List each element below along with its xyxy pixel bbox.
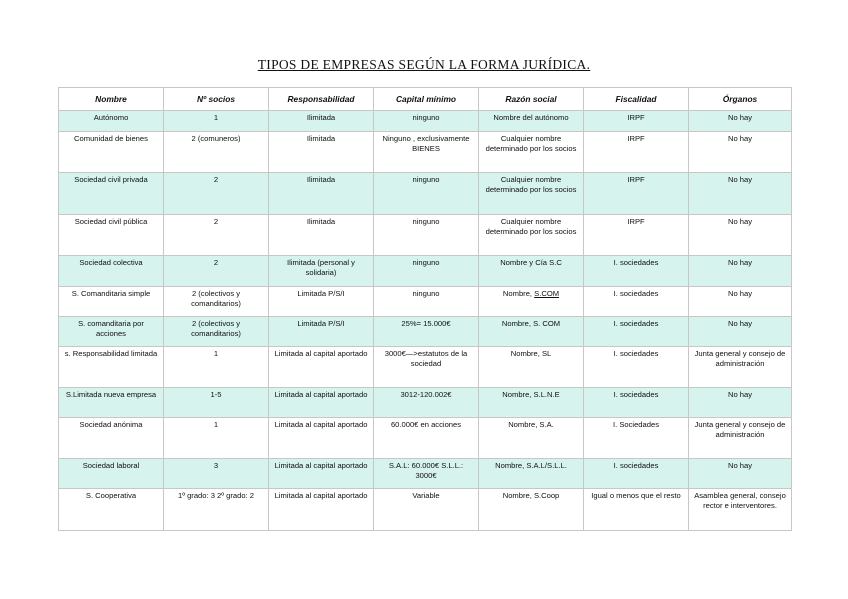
column-header-socios: Nº socios bbox=[164, 88, 269, 111]
cell-responsabilidad: Ilimitada bbox=[269, 215, 374, 256]
cell-razon-social: Cualquier nombre determinado por los socios bbox=[479, 215, 584, 256]
column-header-organos: Órganos bbox=[689, 88, 792, 111]
column-header-razon-social: Razón social bbox=[479, 88, 584, 111]
cell-socios: 1 bbox=[164, 347, 269, 388]
cell-organos: Junta general y consejo de administración bbox=[689, 347, 792, 388]
cell-socios: 3 bbox=[164, 459, 269, 489]
cell-organos: Asamblea general, consejo rector e interventores. bbox=[689, 489, 792, 531]
table-row bbox=[59, 215, 792, 256]
cell-razon-social: Cualquier nombre determinado por los socios bbox=[479, 173, 584, 215]
cell-fiscalidad: Igual o menos que el resto bbox=[584, 489, 689, 531]
cell-fiscalidad: I. sociedades bbox=[584, 388, 689, 418]
cell-razon-social bbox=[479, 287, 584, 317]
cell-nombre: Sociedad civil privada bbox=[59, 173, 164, 215]
cell-fiscalidad: IRPF bbox=[584, 173, 689, 215]
cell-capital: 3012-120.002€ bbox=[374, 388, 479, 418]
cell-responsabilidad: Limitada P/S/I bbox=[269, 287, 374, 317]
cell-nombre: Sociedad anónima bbox=[59, 418, 164, 459]
cell-nombre: s. Responsabilidad limitada bbox=[59, 347, 164, 388]
cell-razon-social: Nombre, S.L.N.E bbox=[479, 388, 584, 418]
document-title: TIPOS DE EMPRESAS SEGÚN LA FORMA JURÍDICA. bbox=[257, 57, 591, 72]
cell-capital: 60.000€ en acciones bbox=[374, 418, 479, 459]
cell-organos: No hay bbox=[689, 287, 792, 317]
column-header-fiscalidad: Fiscalidad bbox=[584, 88, 689, 111]
cell-nombre: Comunidad de bienes bbox=[59, 132, 164, 173]
cell-nombre: S.Limitada nueva empresa bbox=[59, 388, 164, 418]
cell-fiscalidad: I. sociedades bbox=[584, 459, 689, 489]
cell-capital: S.A.L: 60.000€ S.L.L.: 3000€ bbox=[374, 459, 479, 489]
cell-socios: 2 bbox=[164, 173, 269, 215]
cell-fiscalidad: I. sociedades bbox=[584, 347, 689, 388]
cell-nombre: Autónomo bbox=[59, 111, 164, 132]
table-row bbox=[59, 459, 792, 489]
cell-razon-social: Cualquier nombre determinado por los socios bbox=[479, 132, 584, 173]
table-row bbox=[59, 347, 792, 388]
razon-social-prefix: Nombre, bbox=[502, 289, 535, 298]
cell-responsabilidad: Ilimitada bbox=[269, 111, 374, 132]
column-header-nombre: Nombre bbox=[59, 88, 164, 111]
company-types-table bbox=[58, 87, 792, 531]
cell-socios: 2 bbox=[164, 215, 269, 256]
cell-responsabilidad: Limitada al capital aportado bbox=[269, 459, 374, 489]
cell-capital: Variable bbox=[374, 489, 479, 531]
cell-socios: 2 bbox=[164, 256, 269, 287]
table-row bbox=[59, 256, 792, 287]
cell-fiscalidad: IRPF bbox=[584, 215, 689, 256]
table-row bbox=[59, 111, 792, 132]
cell-razon-social: Nombre, S.A.L/S.L.L. bbox=[479, 459, 584, 489]
cell-razon-social: Nombre, SL bbox=[479, 347, 584, 388]
cell-responsabilidad: Limitada al capital aportado bbox=[269, 347, 374, 388]
cell-nombre: S. Comanditaria simple bbox=[59, 287, 164, 317]
cell-razon-social: Nombre del autónomo bbox=[479, 111, 584, 132]
cell-organos: No hay bbox=[689, 317, 792, 347]
cell-socios: 1º grado: 3 2º grado: 2 bbox=[164, 489, 269, 531]
cell-capital: ninguno bbox=[374, 215, 479, 256]
cell-responsabilidad: Ilimitada (personal y solidaria) bbox=[269, 256, 374, 287]
cell-razon-social: Nombre, S.A. bbox=[479, 418, 584, 459]
cell-capital: ninguno bbox=[374, 256, 479, 287]
cell-nombre: S. Cooperativa bbox=[59, 489, 164, 531]
cell-socios: 2 (colectivos y comanditarios) bbox=[164, 317, 269, 347]
cell-razon-social: Nombre, S. COM bbox=[479, 317, 584, 347]
cell-responsabilidad: Limitada P/S/I bbox=[269, 317, 374, 347]
razon-social-underlined: S.COM bbox=[534, 289, 560, 298]
cell-socios: 1 bbox=[164, 418, 269, 459]
table-row bbox=[59, 132, 792, 173]
table-row bbox=[59, 489, 792, 531]
cell-organos: No hay bbox=[689, 388, 792, 418]
cell-socios: 2 (colectivos y comanditarios) bbox=[164, 287, 269, 317]
cell-organos: No hay bbox=[689, 215, 792, 256]
cell-organos: No hay bbox=[689, 459, 792, 489]
cell-capital: 3000€—>estatutos de la sociedad bbox=[374, 347, 479, 388]
cell-organos: No hay bbox=[689, 132, 792, 173]
cell-fiscalidad: I. Sociedades bbox=[584, 418, 689, 459]
cell-nombre: Sociedad colectiva bbox=[59, 256, 164, 287]
cell-fiscalidad: I. sociedades bbox=[584, 287, 689, 317]
column-header-responsabilidad: Responsabilidad bbox=[269, 88, 374, 111]
cell-responsabilidad: Limitada al capital aportado bbox=[269, 489, 374, 531]
cell-nombre: Sociedad civil pública bbox=[59, 215, 164, 256]
cell-razon-social: Nombre y Cía S.C bbox=[479, 256, 584, 287]
cell-organos: No hay bbox=[689, 111, 792, 132]
column-header-capital: Capital mínimo bbox=[374, 88, 479, 111]
cell-responsabilidad: Ilimitada bbox=[269, 173, 374, 215]
cell-organos: No hay bbox=[689, 173, 792, 215]
cell-nombre: Sociedad laboral bbox=[59, 459, 164, 489]
table-row bbox=[59, 388, 792, 418]
cell-capital: ninguno bbox=[374, 111, 479, 132]
table-row bbox=[59, 317, 792, 347]
cell-fiscalidad: I. sociedades bbox=[584, 256, 689, 287]
cell-responsabilidad: Ilimitada bbox=[269, 132, 374, 173]
cell-fiscalidad: I. sociedades bbox=[584, 317, 689, 347]
cell-capital: 25%= 15.000€ bbox=[374, 317, 479, 347]
cell-responsabilidad: Limitada al capital aportado bbox=[269, 418, 374, 459]
cell-socios: 1-5 bbox=[164, 388, 269, 418]
cell-organos: No hay bbox=[689, 256, 792, 287]
table-row bbox=[59, 418, 792, 459]
cell-responsabilidad: Limitada al capital aportado bbox=[269, 388, 374, 418]
cell-fiscalidad: IRPF bbox=[584, 111, 689, 132]
table-row bbox=[59, 173, 792, 215]
cell-organos: Junta general y consejo de administración bbox=[689, 418, 792, 459]
cell-razon-social: Nombre, S.Coop bbox=[479, 489, 584, 531]
table-header-row bbox=[59, 88, 792, 111]
cell-capital: Ninguno , exclusivamente BIENES bbox=[374, 132, 479, 173]
cell-socios: 2 (comuneros) bbox=[164, 132, 269, 173]
cell-socios: 1 bbox=[164, 111, 269, 132]
cell-nombre: S. comanditaria por acciones bbox=[59, 317, 164, 347]
cell-capital: ninguno bbox=[374, 287, 479, 317]
table-row bbox=[59, 287, 792, 317]
cell-fiscalidad: IRPF bbox=[584, 132, 689, 173]
cell-capital: ninguno bbox=[374, 173, 479, 215]
